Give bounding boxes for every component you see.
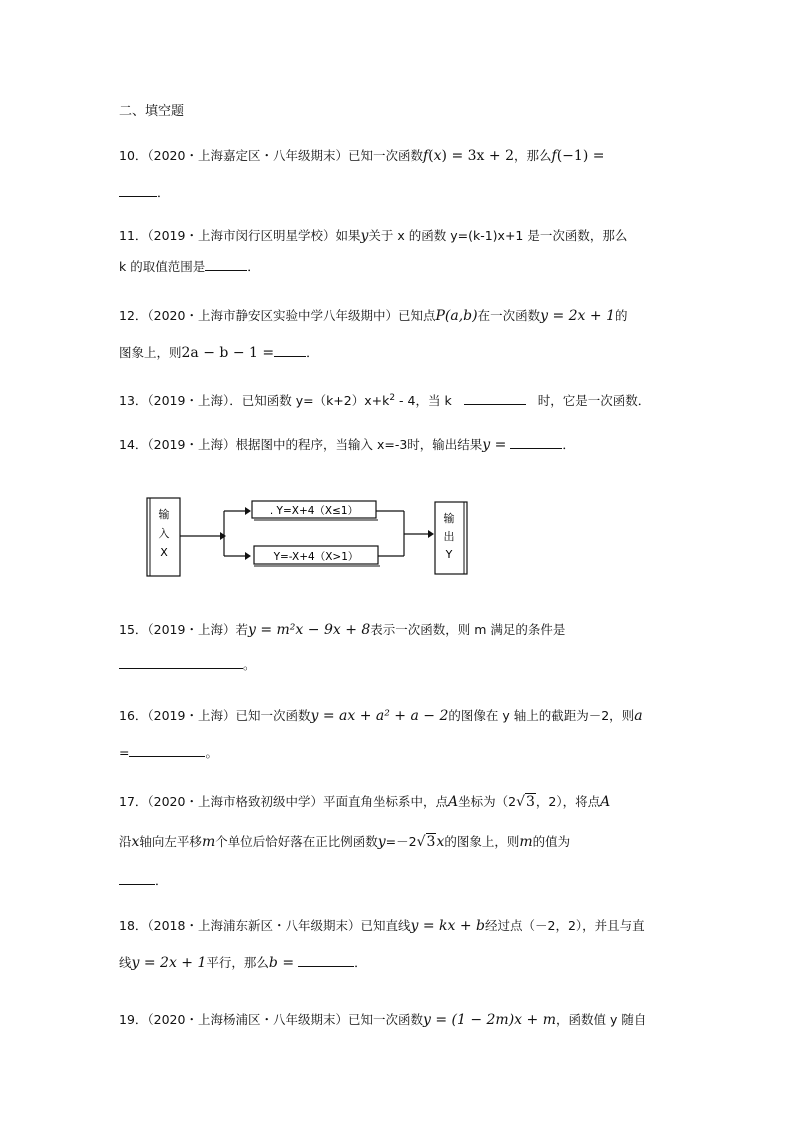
output-box [435,502,467,574]
question-text: 如果 [335,228,361,243]
math-equation: y = 2x + 1 [540,308,615,324]
question-18 [119,918,645,934]
math-A: A [447,794,459,810]
question-source: （2020・上海市静安区实验中学八年级期中） [147,308,398,323]
question-17: 17．（2020・上海市格致初级中学）平面直角坐标系中，点A坐标为（2√3，2），将点A [119,794,611,810]
period: 。 [243,657,256,672]
question-number: 19． [119,1012,148,1027]
superscript: 2 [389,393,396,403]
math-equation: y = 2x + 1 [131,955,207,971]
question-source: （2019・上海市闵行区明星学校） [147,228,336,243]
math-f: f [551,148,557,164]
math-m: m [519,834,533,850]
question-number: 15． [119,622,148,637]
answer-blank[interactable] [464,392,526,405]
question-text: 关于 x 的函数 y=(k-1)x+1 是一次函数，那么 [368,228,628,243]
math-point: P(a,b) [435,308,478,324]
question-12-line2 [119,344,319,361]
math-expression: 2a − b − 1 = [181,345,275,361]
math-y: y [360,228,369,244]
period: ． [306,345,319,360]
question-15 [119,622,565,638]
question-source: （2018・上海浦东新区・八年级期末） [147,918,361,933]
period: 。 [205,745,218,760]
input-char: 输 [158,508,170,521]
question-16-answer [119,744,218,761]
math-x: x [131,834,140,850]
input-box [147,498,180,576]
question-source: （2019・上海） [147,393,230,409]
math-y: y [482,437,491,453]
math-arg: −1 [562,148,583,164]
rule-1-label: . Y=X+4（X≤1） [269,505,359,517]
question-text: 已知一次函数 [347,1012,423,1027]
math-eq-sign: = [588,148,605,164]
question-16 [119,708,643,724]
question-17-line2: 沿x轴向左平移m个单位后恰好落在正比例函数y=－2√3x的图象上，则m的值为 [119,834,571,850]
input-char: 入 [158,527,170,540]
math-y: y [377,834,386,850]
answer-blank[interactable] [119,184,157,197]
question-text: 表示一次函数，则 m 满足的条件是 [370,622,566,637]
question-source: （2020・上海嘉定区・八年级期末） [147,148,348,163]
answer-blank[interactable] [510,436,562,449]
arrow-head [220,532,226,540]
question-text: 沿 [119,834,132,849]
period: ． [157,185,170,200]
program-flowchart [140,490,480,582]
question-text: 图象上，则 [119,345,182,360]
question-text: 平面直角坐标系中，点 [322,794,448,809]
question-text: 的图象上，则 [444,834,520,849]
question-text: 经过点（－2，2），并且与直 [485,918,645,933]
output-char: 输 [443,512,455,525]
question-text: 根据图中的程序，当输入 x=-3时，输出结果 [235,437,483,452]
answer-blank[interactable] [129,744,205,757]
period: ． [354,955,367,970]
math-f: f [422,148,429,164]
question-14 [119,436,575,453]
question-text: 线 [119,955,132,970]
question-text: 已知点 [397,308,436,323]
answer-blank[interactable] [119,872,155,885]
question-11 [119,228,627,244]
question-number: 11． [119,228,148,243]
question-text: ，2），将点 [535,794,601,809]
output-char: 出 [443,530,455,543]
question-text: 在一次函数 [477,308,541,323]
question-19 [119,1012,646,1028]
math-a: a [634,708,643,724]
math-m: m [201,834,216,850]
answer-blank[interactable] [205,258,247,271]
question-10-answer [119,184,170,201]
period: ． [155,873,168,888]
question-number: 18． [119,918,148,933]
question-18-line2 [119,954,367,971]
question-text: 平行，那么 [206,955,269,970]
section-heading: 二、填空题 [119,104,185,119]
question-number: 16． [119,708,148,723]
math-x: x [436,834,445,850]
question-source: （2020・上海杨浦区・八年级期末） [147,1012,348,1027]
question-number: 13． [119,393,148,409]
math-equation: y = m²x − 9x + 8 [247,622,371,638]
question-text: 已知一次函数 [235,708,311,723]
question-text-mid: ，那么 [514,148,552,163]
question-11-line2 [119,258,260,275]
question-12 [119,308,628,324]
math-A: A [600,794,611,810]
answer-blank[interactable] [298,954,354,967]
input-char: X [160,546,168,559]
question-text: ．已知函数 y=（k+2）x+k [229,393,390,409]
question-source: （2019・上海） [147,622,236,637]
question-text: 的值为 [532,834,571,849]
question-text: 的 [615,308,628,323]
question-source: （2019・上海） [147,437,236,452]
math-equation: = 3x + 2 [447,148,514,164]
question-17-answer [119,872,168,889]
question-text: 轴向左平移 [139,834,202,849]
question-text: 已知一次函数 [347,148,423,163]
question-text: 时，它是一次函数． [537,393,651,409]
question-number: 10． [119,148,148,163]
answer-blank[interactable] [274,344,306,357]
question-source: （2020・上海市格致初级中学） [147,794,323,809]
question-number: 17． [119,794,148,809]
math-equation: y = ax + a² + a − 2 [310,708,449,724]
period: ． [562,437,575,452]
sqrt-radicand: 3 [525,794,535,810]
math-equation: y = (1 − 2m)x + m [422,1012,556,1028]
question-text: 若 [235,622,248,637]
rule-2-label: Y=-X+4（X>1） [273,551,359,563]
sqrt-radicand: 3 [426,834,436,850]
question-text: 个单位后恰好落在正比例函数 [215,834,378,849]
question-text: ，函数值 y 随自 [555,1012,647,1027]
question-number: 14． [119,437,148,452]
question-text: 的图像在 y 轴上的截距为－2，则 [448,708,635,723]
eq-sign: = [119,745,130,760]
question-15-answer [119,656,256,673]
answer-blank[interactable] [119,656,243,669]
rule-box-2 [254,546,380,566]
period: ． [247,259,260,274]
math-b: b = [268,955,295,971]
question-text: k 的取值范围是 [119,259,206,274]
rule-box-1 [252,501,378,520]
question-text: =－2 [385,834,417,849]
math-equation: y = kx + b [410,918,485,934]
question-text: 已知直线 [360,918,411,933]
question-text: 坐标为（2 [458,794,517,809]
math-x: x [433,148,442,164]
question-text: - 4，当 k [395,393,452,409]
question-source: （2019・上海） [147,708,236,723]
output-char: Y [445,548,453,561]
question-number: 12． [119,308,148,323]
question-13 [119,390,650,409]
question-10: 10．（2020・上海嘉定区・八年级期末）已知一次函数f(x) = 3x + 2，那么f(−1) = [119,148,605,164]
math-eq-sign: = [490,437,507,453]
